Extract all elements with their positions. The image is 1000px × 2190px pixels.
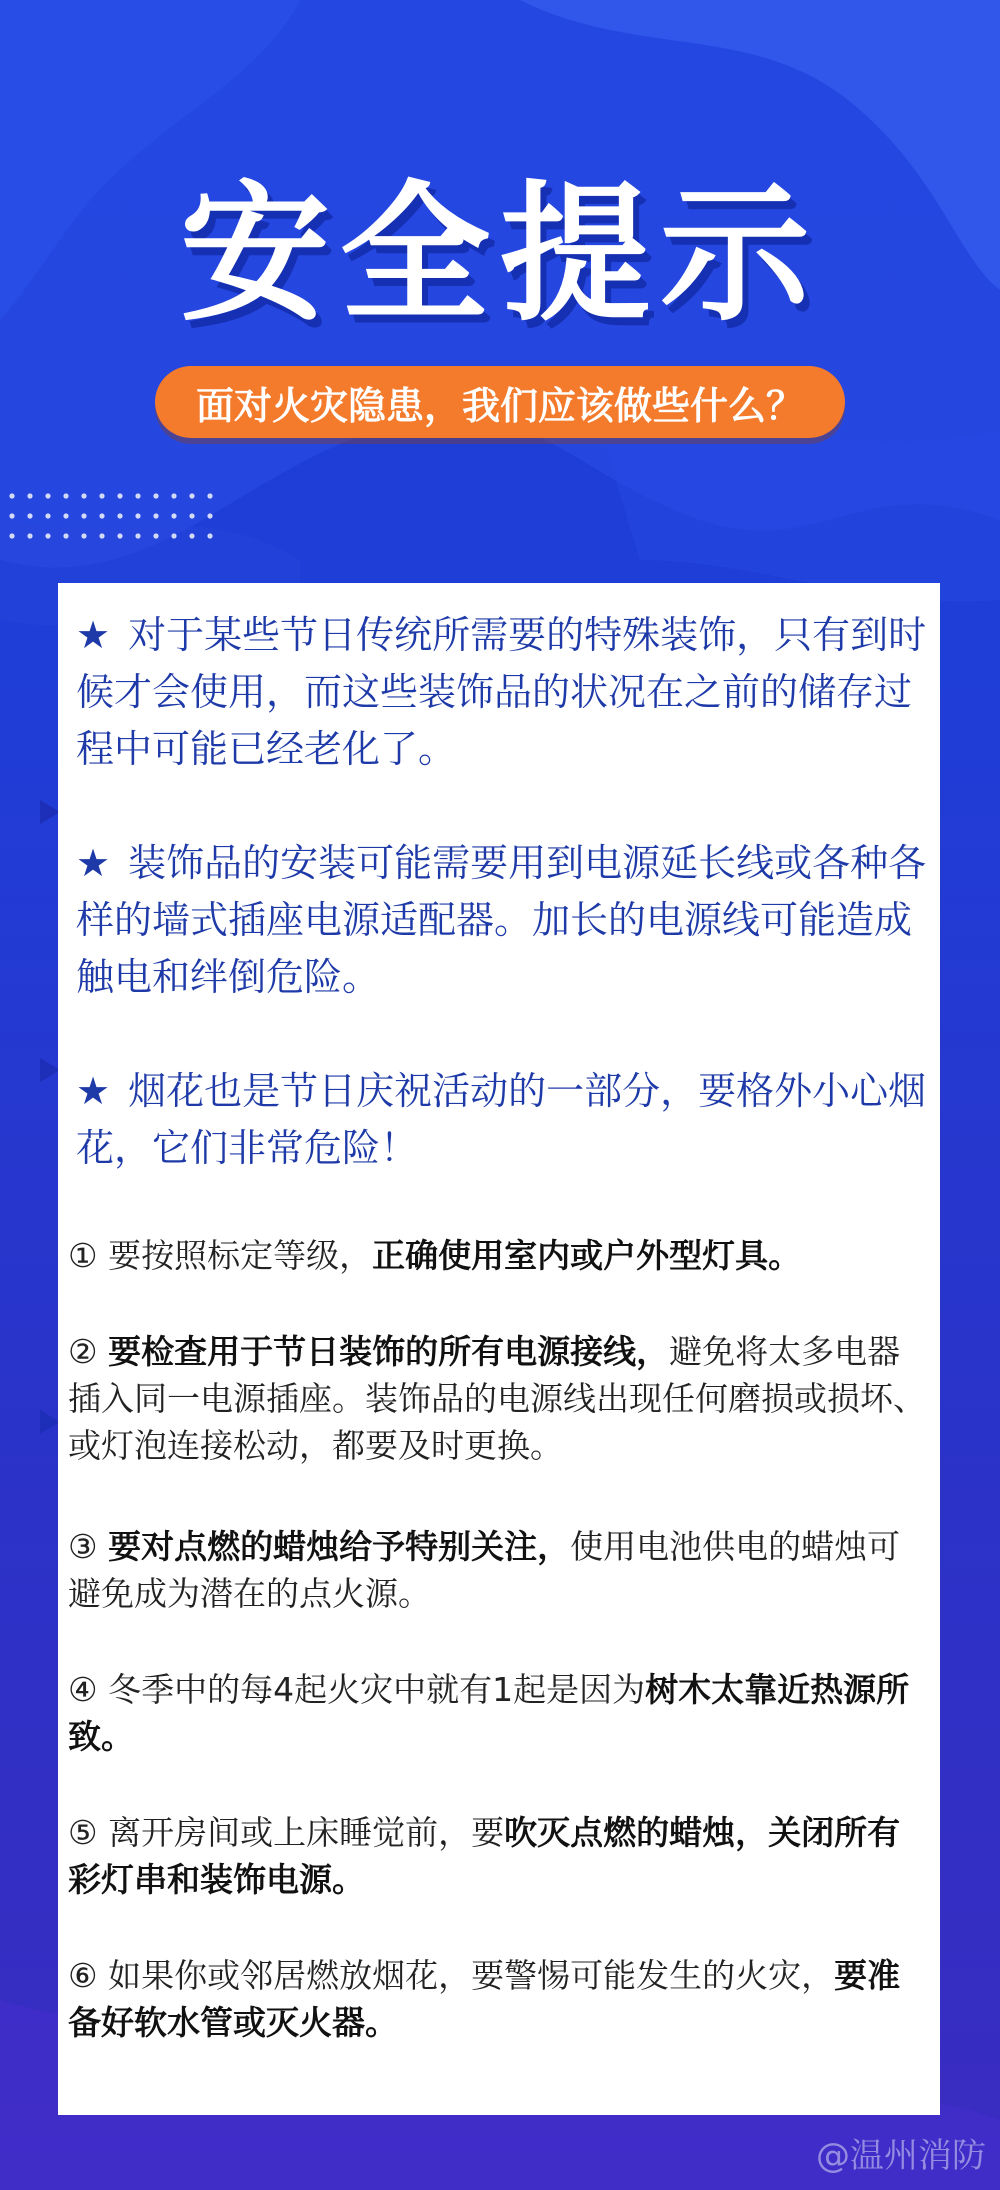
tip-paragraph	[76, 1063, 928, 1177]
tip-text: 对于某些节日传统所需要的特殊装饰，只有到时候才会使用，而这些装饰品的状况在之前的储存过程中可能已经老化了。	[76, 613, 927, 771]
list-item	[68, 1523, 930, 1617]
item-bold-text: 正确使用室内或户外型灯具。	[372, 1236, 802, 1275]
list-item	[68, 1232, 930, 1279]
number-marker: ②	[68, 1332, 98, 1371]
star-icon: ★	[76, 613, 111, 657]
number-marker: ③	[68, 1527, 98, 1566]
item-bold-text: 要检查用于节日装饰的所有电源接线，	[108, 1332, 670, 1371]
number-marker: ⑤	[68, 1813, 98, 1852]
item-text: 离开房间或上床睡觉前，要	[108, 1813, 505, 1852]
tip-paragraph	[76, 607, 928, 778]
list-item	[68, 1328, 930, 1469]
content-card	[58, 583, 940, 2115]
page-title: 安全提示	[179, 168, 820, 342]
number-marker: ①	[68, 1236, 98, 1275]
tip-paragraph	[76, 835, 928, 1006]
item-text: 使用电池供电的蜡烛可避免成为潜在的点火源。	[68, 1527, 901, 1613]
subtitle-pill: 面对火灾隐患，我们应该做些什么？	[155, 366, 845, 438]
number-marker: ④	[68, 1670, 98, 1709]
list-item	[68, 1952, 930, 2046]
side-triangle-decoration	[40, 800, 60, 824]
item-bold-text: 要对点燃的蜡烛给予特别关注，	[108, 1527, 571, 1566]
list-item	[68, 1809, 930, 1903]
star-icon: ★	[76, 841, 111, 885]
star-icon: ★	[76, 1069, 111, 1113]
tip-text: 烟花也是节日庆祝活动的一部分，要格外小心烟花，它们非常危险！	[76, 1069, 927, 1170]
watermark: @温州消防	[816, 2136, 986, 2176]
item-bold-text: 要准备好软水管或灭火器。	[68, 1956, 901, 2042]
item-bold-text: 吹灭点燃的蜡烛，关闭所有彩灯串和装饰电源。	[68, 1813, 901, 1899]
item-bold-text: 树木太靠近热源所致。	[68, 1670, 910, 1756]
side-triangle-decoration	[40, 1058, 60, 1082]
item-text: 冬季中的每4起火灾中就有1起是因为	[108, 1670, 646, 1709]
item-text: 要按照标定等级，	[108, 1236, 373, 1275]
number-marker: ⑥	[68, 1956, 98, 1995]
tip-text: 装饰品的安装可能需要用到电源延长线或各种各样的墙式插座电源适配器。加长的电源线可能造成触电和绊倒危险。	[76, 841, 927, 999]
title-area	[0, 170, 1000, 340]
item-text: 避免将太多电器插入同一电源插座。装饰品的电源线出现任何磨损或损坏、或灯泡连接松动，都要及时更换。	[68, 1332, 926, 1465]
dot-grid-decoration	[8, 492, 228, 552]
side-triangle-decoration	[40, 1410, 60, 1434]
list-item	[68, 1666, 930, 1760]
item-text: 如果你或邻居燃放烟花，要警惕可能发生的火灾，	[108, 1956, 835, 1995]
